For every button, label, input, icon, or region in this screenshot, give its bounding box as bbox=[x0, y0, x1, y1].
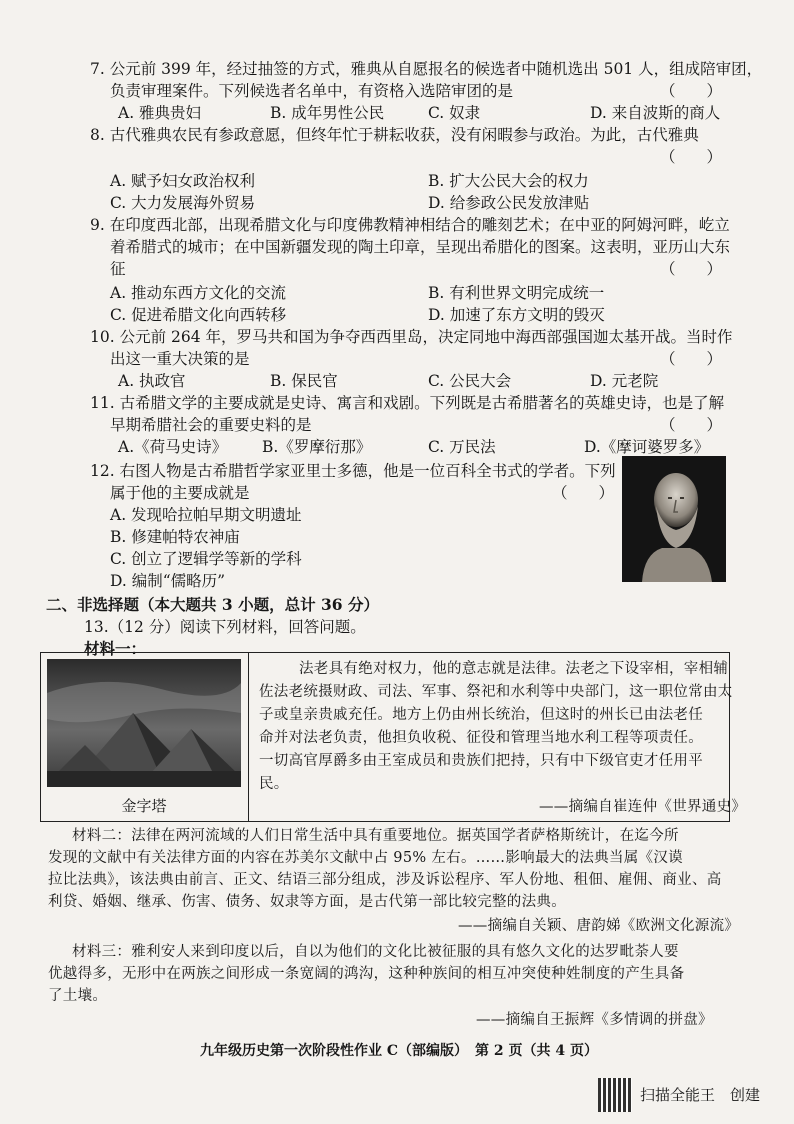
material2-line4: 利贷、婚姻、继承、伤害、债务、奴隶等方面，是古代第一部比较完整的法典。 bbox=[48, 894, 566, 910]
q12-stem-line2: 属于他的主要成就是 bbox=[110, 484, 250, 502]
material2-line3: 拉比法典》，该法典由前言、正文、结语三部分组成，涉及诉讼程序、军人份地、租佃、雇佣、商业、高 bbox=[48, 872, 722, 888]
q10-stem-line1: 10. 公元前 264 年，罗马共和国为争夺西西里岛，决定同地中海西部强国迦太基开战。当时作 bbox=[90, 328, 733, 346]
q9-option-a: A. 推动东西方文化的交流 bbox=[110, 284, 287, 302]
page-footer: 九年级历史第一次阶段性作业 C（部编版） 第 2 页（共 4 页） bbox=[200, 1043, 598, 1059]
q11-stem-line1: 11. 古希腊文学的主要成就是史诗、寓言和戏剧。下列既是古希腊著名的英雄史诗，也是了解 bbox=[90, 394, 725, 412]
q7-option-a: A. 雅典贵妇 bbox=[118, 104, 202, 122]
material1-line6: 民。 bbox=[259, 776, 289, 792]
material1-line3: 子或皇亲贵戚充任。地方上仍由州长统治，但这时的州长已由法老任 bbox=[259, 707, 703, 723]
q11-option-b: B.《罗摩衍那》 bbox=[262, 438, 372, 456]
q12-option-a: A. 发现哈拉帕早期文明遗址 bbox=[110, 506, 302, 524]
material3-source: ——摘编自王振辉《多情调的拼盘》 bbox=[476, 1012, 713, 1028]
material1-box bbox=[40, 652, 747, 822]
material1-line1: 法老具有绝对权力，他的意志就是法律。法老之下设宰相，宰相辅 bbox=[299, 661, 729, 677]
q7-option-c: C. 奴隶 bbox=[428, 104, 481, 122]
pyramid-caption: 金字塔 bbox=[121, 797, 167, 815]
material2-line2: 发现的文献中有关法律方面的内容在苏美尔文献中占 95% 左右。……影响最大的法典当属《汉谟 bbox=[48, 850, 683, 866]
q7-option-d: D. 来自波斯的商人 bbox=[590, 104, 721, 122]
q10-option-d: D. 元老院 bbox=[590, 372, 659, 390]
material1-line5: 一切高官厚爵多由王室成员和贵族们把持，只有中下级官吏才任用平 bbox=[259, 753, 703, 769]
q10-option-c: C. 公民大会 bbox=[428, 372, 512, 390]
q11-stem-line2: 早期希腊社会的重要史料的是 bbox=[110, 416, 312, 434]
q9-stem-line2: 着希腊式的城市；在中国新疆发现的陶土印章，呈现出希腊化的图案。这表明，亚历山大东 bbox=[110, 238, 731, 256]
q9-answer-paren: （ ） bbox=[660, 260, 723, 278]
material3-line3: 了土壤。 bbox=[48, 988, 108, 1004]
material1-line4: 命并对法老负责，他担负收税、征役和管理当地水利工程等项责任。 bbox=[259, 730, 703, 746]
q8-option-a: A. 赋予妇女政治权利 bbox=[110, 172, 256, 190]
aristotle-bust-image bbox=[622, 456, 726, 582]
q8-option-d: D. 给参政公民发放津贴 bbox=[428, 194, 590, 212]
material3-line2: 优越得多，无形中在两族之间形成一条宽阔的鸿沟，这种种族间的相互冲突使种姓制度的产生具备 bbox=[48, 966, 685, 982]
q11-option-a: A.《荷马史诗》 bbox=[118, 438, 228, 456]
q10-option-a: A. 执政官 bbox=[118, 372, 186, 390]
q9-option-c: C. 促进希腊文化向西转移 bbox=[110, 306, 287, 324]
q9-stem-line1: 9. 在印度西北部，出现希腊文化与印度佛教精神相结合的雕刻艺术；在中亚的阿姆河畔，屹立 bbox=[90, 216, 730, 234]
q9-stem-line3: 征 bbox=[110, 260, 126, 278]
pyramid-image bbox=[41, 653, 249, 821]
q9-option-d: D. 加速了东方文明的毁灭 bbox=[428, 306, 605, 324]
material2-source: ——摘编自关颖、唐韵娣《欧洲文化源流》 bbox=[458, 918, 740, 934]
material1-source: ——摘编自崔连仲《世界通史》 bbox=[539, 799, 747, 815]
section2-heading: 二、非选择题（本大题共 3 小题，总计 36 分） bbox=[46, 595, 379, 614]
q10-answer-paren: （ ） bbox=[660, 350, 723, 368]
q13-prompt: 13.（12 分）阅读下列材料，回答问题。 bbox=[84, 618, 366, 636]
q8-option-b: B. 扩大公民大会的权力 bbox=[428, 172, 589, 190]
q8-option-c: C. 大力发展海外贸易 bbox=[110, 194, 256, 212]
q12-stem-line1: 12. 右图人物是古希腊哲学家亚里士多德，他是一位百科全书式的学者。下列 bbox=[90, 462, 616, 480]
q8-answer-paren: （ ） bbox=[660, 148, 723, 166]
q11-answer-paren: （ ） bbox=[660, 416, 723, 434]
q8-stem-line1: 8. 古代雅典农民有参政意愿，但终年忙于耕耘收获，没有闲暇参与政治。为此，古代雅典 bbox=[90, 126, 699, 144]
q11-option-d: D.《摩诃婆罗多》 bbox=[584, 438, 710, 456]
q10-stem-line2: 出这一重大决策的是 bbox=[110, 350, 250, 368]
material1-line2: 佐法老统摄财政、司法、军事、祭祀和水利等中央部门，这一职位常由太 bbox=[259, 684, 733, 700]
material3-line1: 材料三：雅利安人来到印度以后，自以为他们的文化比被征服的具有悠久文化的达罗毗荼人要 bbox=[72, 944, 679, 960]
q12-option-b: B. 修建帕特农神庙 bbox=[110, 528, 240, 546]
q7-answer-paren: （ ） bbox=[660, 82, 723, 100]
q12-option-d: D. 编制“儒略历” bbox=[110, 572, 226, 590]
q12-answer-paren: （ ） bbox=[552, 484, 615, 502]
q7-option-b: B. 成年男性公民 bbox=[270, 104, 385, 122]
q9-option-b: B. 有利世界文明完成统一 bbox=[428, 284, 605, 302]
q12-option-c: C. 创立了逻辑学等新的学科 bbox=[110, 550, 302, 568]
material1-label: 材料一： bbox=[84, 639, 147, 658]
qr-code-icon bbox=[598, 1078, 632, 1112]
q7-stem-line2: 负责审理案件。下列候选者名单中，有资格入选陪审团的是 bbox=[110, 82, 514, 100]
q7-stem-line1: 7. 公元前 399 年，经过抽签的方式，雅典从自愿报名的候选者中随机选出 501 人，组成陪审团， bbox=[90, 60, 763, 78]
q11-option-c: C. 万民法 bbox=[428, 438, 496, 456]
q10-option-b: B. 保民官 bbox=[270, 372, 338, 390]
scanner-watermark: 扫描全能王 创建 bbox=[640, 1086, 761, 1104]
material2-line1: 材料二：法律在两河流域的人们日常生活中具有重要地位。据英国学者萨格斯统计，在迄今所 bbox=[72, 828, 679, 844]
